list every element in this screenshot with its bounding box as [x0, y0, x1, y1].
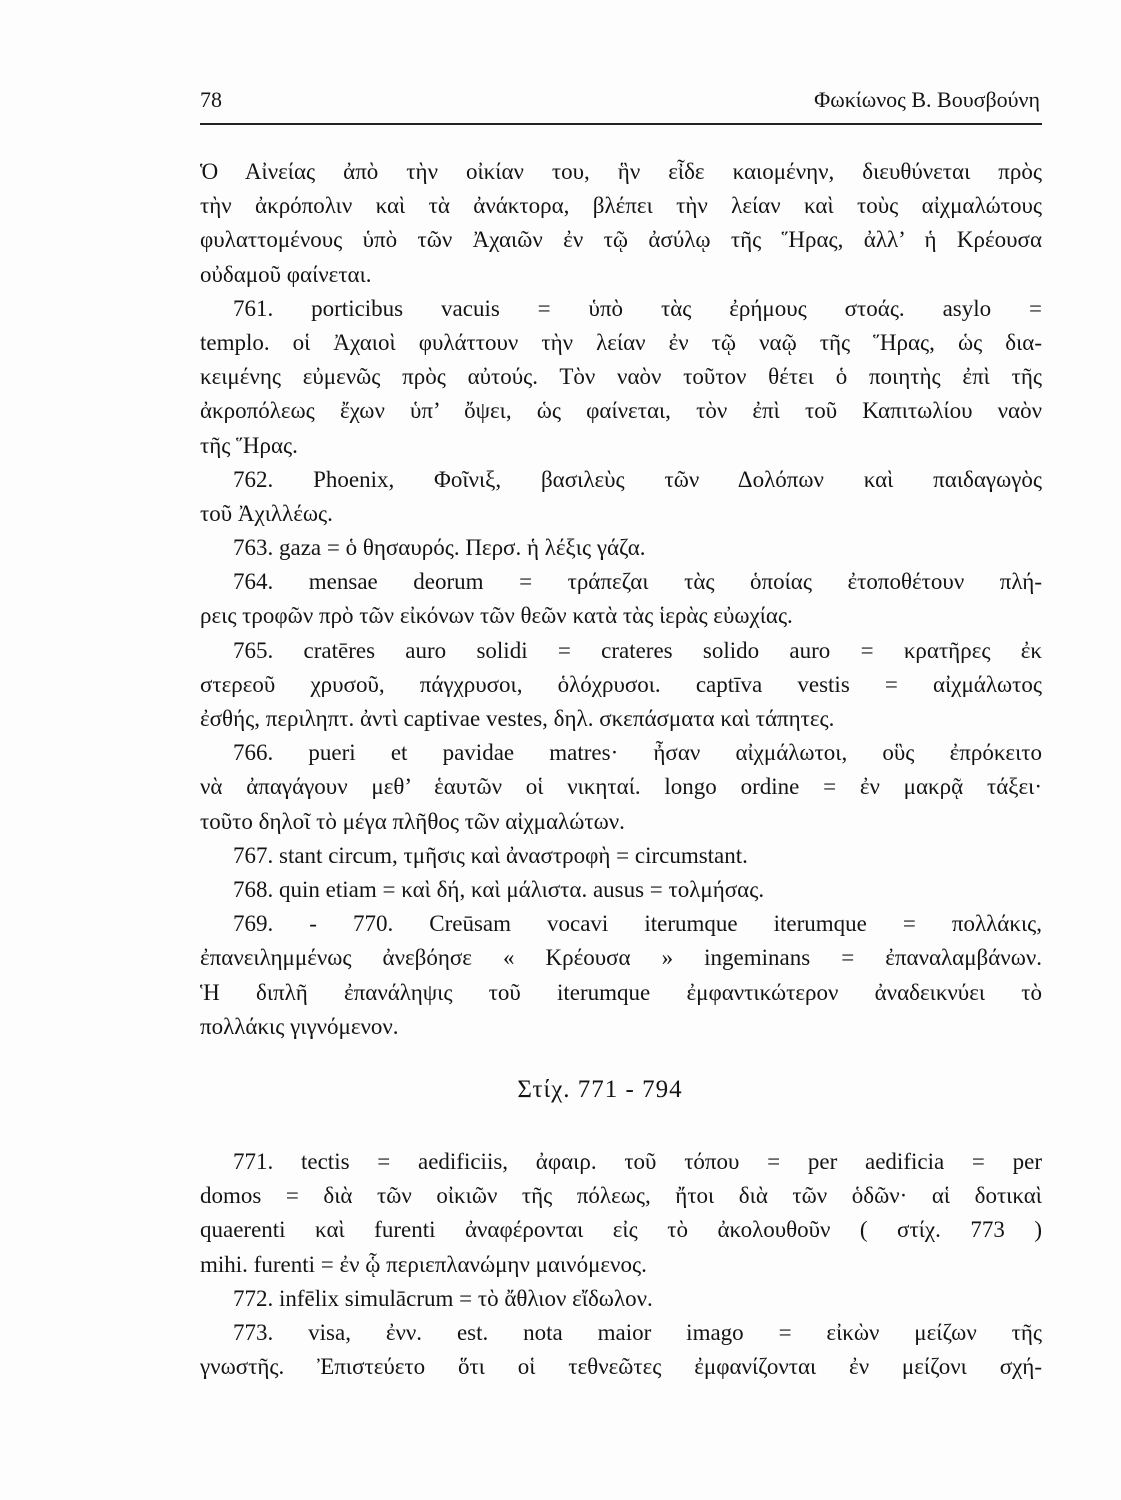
text-line: στερεοῦ χρυσοῦ, πάγχρυσοι, ὁλόχρυσοι. captīva vestis = αἰχμάλωτος [200, 671, 1042, 697]
text-line: τοῦ Ἀχιλλέως. [200, 500, 333, 526]
text-line: 769. - 770. Creūsam vocavi iterumque iterumque = πολλάκις, [233, 911, 1042, 937]
text-line: 773. visa, ἐνν. est. nota maior imago = εἰκὼν μείζων τῆς [233, 1319, 1042, 1345]
text-line: ἐπανειλημμένως ἀνεβόησε « Κρέουσα » ingeminans = ἐπαναλαμβάνων. [200, 945, 1042, 971]
commentary-section-2 [200, 1145, 1042, 1384]
note-761 [200, 292, 1042, 463]
note-767 [200, 839, 1042, 873]
text-line: 762. Phoenix, Φοῖνιξ, βασιλεὺς τῶν Δολόπων καὶ παιδαγωγὸς [233, 466, 1042, 492]
text-line: mihi. furenti = ἐν ᾧ περιεπλανώμην μαινόμενος. [200, 1251, 647, 1277]
section-heading: Στίχ. 771 - 794 [517, 1076, 683, 1103]
note-764 [200, 565, 1042, 633]
text-line: 767. stant circum, τμῆσις καὶ ἀναστροφὴ = circumstant. [233, 842, 748, 868]
text-line: 764. mensae deorum = τράπεζαι τὰς ὁποίας ἐτοποθέτουν πλή- [233, 569, 1042, 595]
text-line: κειμένης εὐμενῶς πρὸς αὐτούς. Τὸν ναὸν τοῦτον θέτει ὁ ποιητὴς ἐπὶ τῆς [200, 364, 1042, 390]
text-line: 765. cratēres auro solidi = crateres solido auro = κρατῆρες ἐκ [233, 637, 1042, 663]
text-line: πολλάκις γιγνόμενον. [200, 1013, 399, 1039]
note-766 [200, 736, 1042, 839]
text-line: 763. gaza = ὁ θησαυρός. Περσ. ἡ λέξις γάζα. [233, 535, 646, 561]
text-line: templo. οἱ Ἀχαιοὶ φυλάττουν τὴν λείαν ἐν τῷ ναῷ τῆς Ἥρας, ὡς δια- [200, 329, 1042, 355]
text-line: ρεις τροφῶν πρὸ τῶν εἰκόνων τῶν θεῶν κατὰ τὰς ἱερὰς εὐωχίας. [200, 603, 793, 629]
text-line: 761. porticibus vacuis = ὑπὸ τὰς ἐρήμους στοάς. asylo = [233, 295, 1042, 321]
note-771 [200, 1145, 1042, 1282]
note-765 [200, 634, 1042, 737]
text-line: τὴν ἀκρόπολιν καὶ τὰ ἀνάκτορα, βλέπει τὴν λείαν καὶ τοὺς αἰχμαλώτους [200, 193, 1042, 219]
paragraph-intro [200, 155, 1042, 292]
text-line: 768. quin etiam = καὶ δή, καὶ μάλιστα. ausus = τολμήσας. [233, 876, 765, 902]
text-line: Ὁ Αἰνείας ἀπὸ τὴν οἰκίαν του, ἣν εἶδε καιομένην, διευθύνεται πρὸς [200, 159, 1042, 184]
running-title: Φωκίωνος Β. Βουσβούνη [814, 87, 1040, 112]
text-line: οὐδαμοῦ φαίνεται. [200, 261, 372, 287]
page-number: 78 [200, 87, 222, 112]
text-line: ἐσθής, περιληπτ. ἀντὶ captivae vestes, δηλ. σκεπάσματα καὶ τάπητες. [200, 706, 835, 731]
note-768 [200, 873, 1042, 907]
commentary-section-1 [200, 155, 1042, 1044]
text-line: νὰ ἀπαγάγουν μεθ’ ἑαυτῶν οἱ νικηταί. longo ordine = ἐν μακρᾷ τάξει· [200, 774, 1042, 800]
text-line: τοῦτο δηλοῖ τὸ μέγα πλῆθος τῶν αἰχμαλώτων. [200, 808, 625, 834]
text-line: quaerenti καὶ furenti ἀναφέρονται εἰς τὸ ἀκολουθοῦν ( στίχ. 773 ) [200, 1217, 1042, 1243]
note-772 [200, 1282, 1042, 1316]
header-rule [200, 123, 1042, 125]
text-line: γνωστῆς. Ἐπιστεύετο ὅτι οἱ τεθνεῶτες ἐμφανίζονται ἐν μείζονι σχή- [200, 1354, 1042, 1380]
text-line: 766. pueri et pavidae matres· ἦσαν αἰχμάλωτοι, οὓς ἐπρόκειτο [233, 740, 1042, 766]
text-line: Ἡ διπλῆ ἐπανάληψις τοῦ iterumque ἐμφαντικώτερον ἀναδεικνύει τὸ [200, 979, 1042, 1005]
note-763 [200, 531, 1042, 565]
text-line: domos = διὰ τῶν οἰκιῶν τῆς πόλεως, ἤτοι διὰ τῶν ὁδῶν· αἱ δοτικαὶ [200, 1183, 1042, 1209]
note-773 [200, 1316, 1042, 1384]
text-line: τῆς Ἥρας. [200, 432, 298, 458]
text-line: 771. tectis = aedificiis, ἀφαιρ. τοῦ τόπου = per aedificia = per [233, 1149, 1042, 1174]
note-769-770 [200, 907, 1042, 1044]
text-line: φυλαττομένους ὑπὸ τῶν Ἀχαιῶν ἐν τῷ ἀσύλῳ τῆς Ἥρας, ἀλλ’ ἡ Κρέουσα [200, 227, 1042, 253]
note-762 [200, 463, 1042, 531]
text-line: 772. infēlix simulācrum = τὸ ἄθλιον εἴδωλον. [233, 1285, 653, 1311]
text-line: ἀκροπόλεως ἔχων ὑπ’ ὄψει, ὡς φαίνεται, τὸν ἐπὶ τοῦ Καπιτωλίου ναὸν [200, 398, 1042, 424]
